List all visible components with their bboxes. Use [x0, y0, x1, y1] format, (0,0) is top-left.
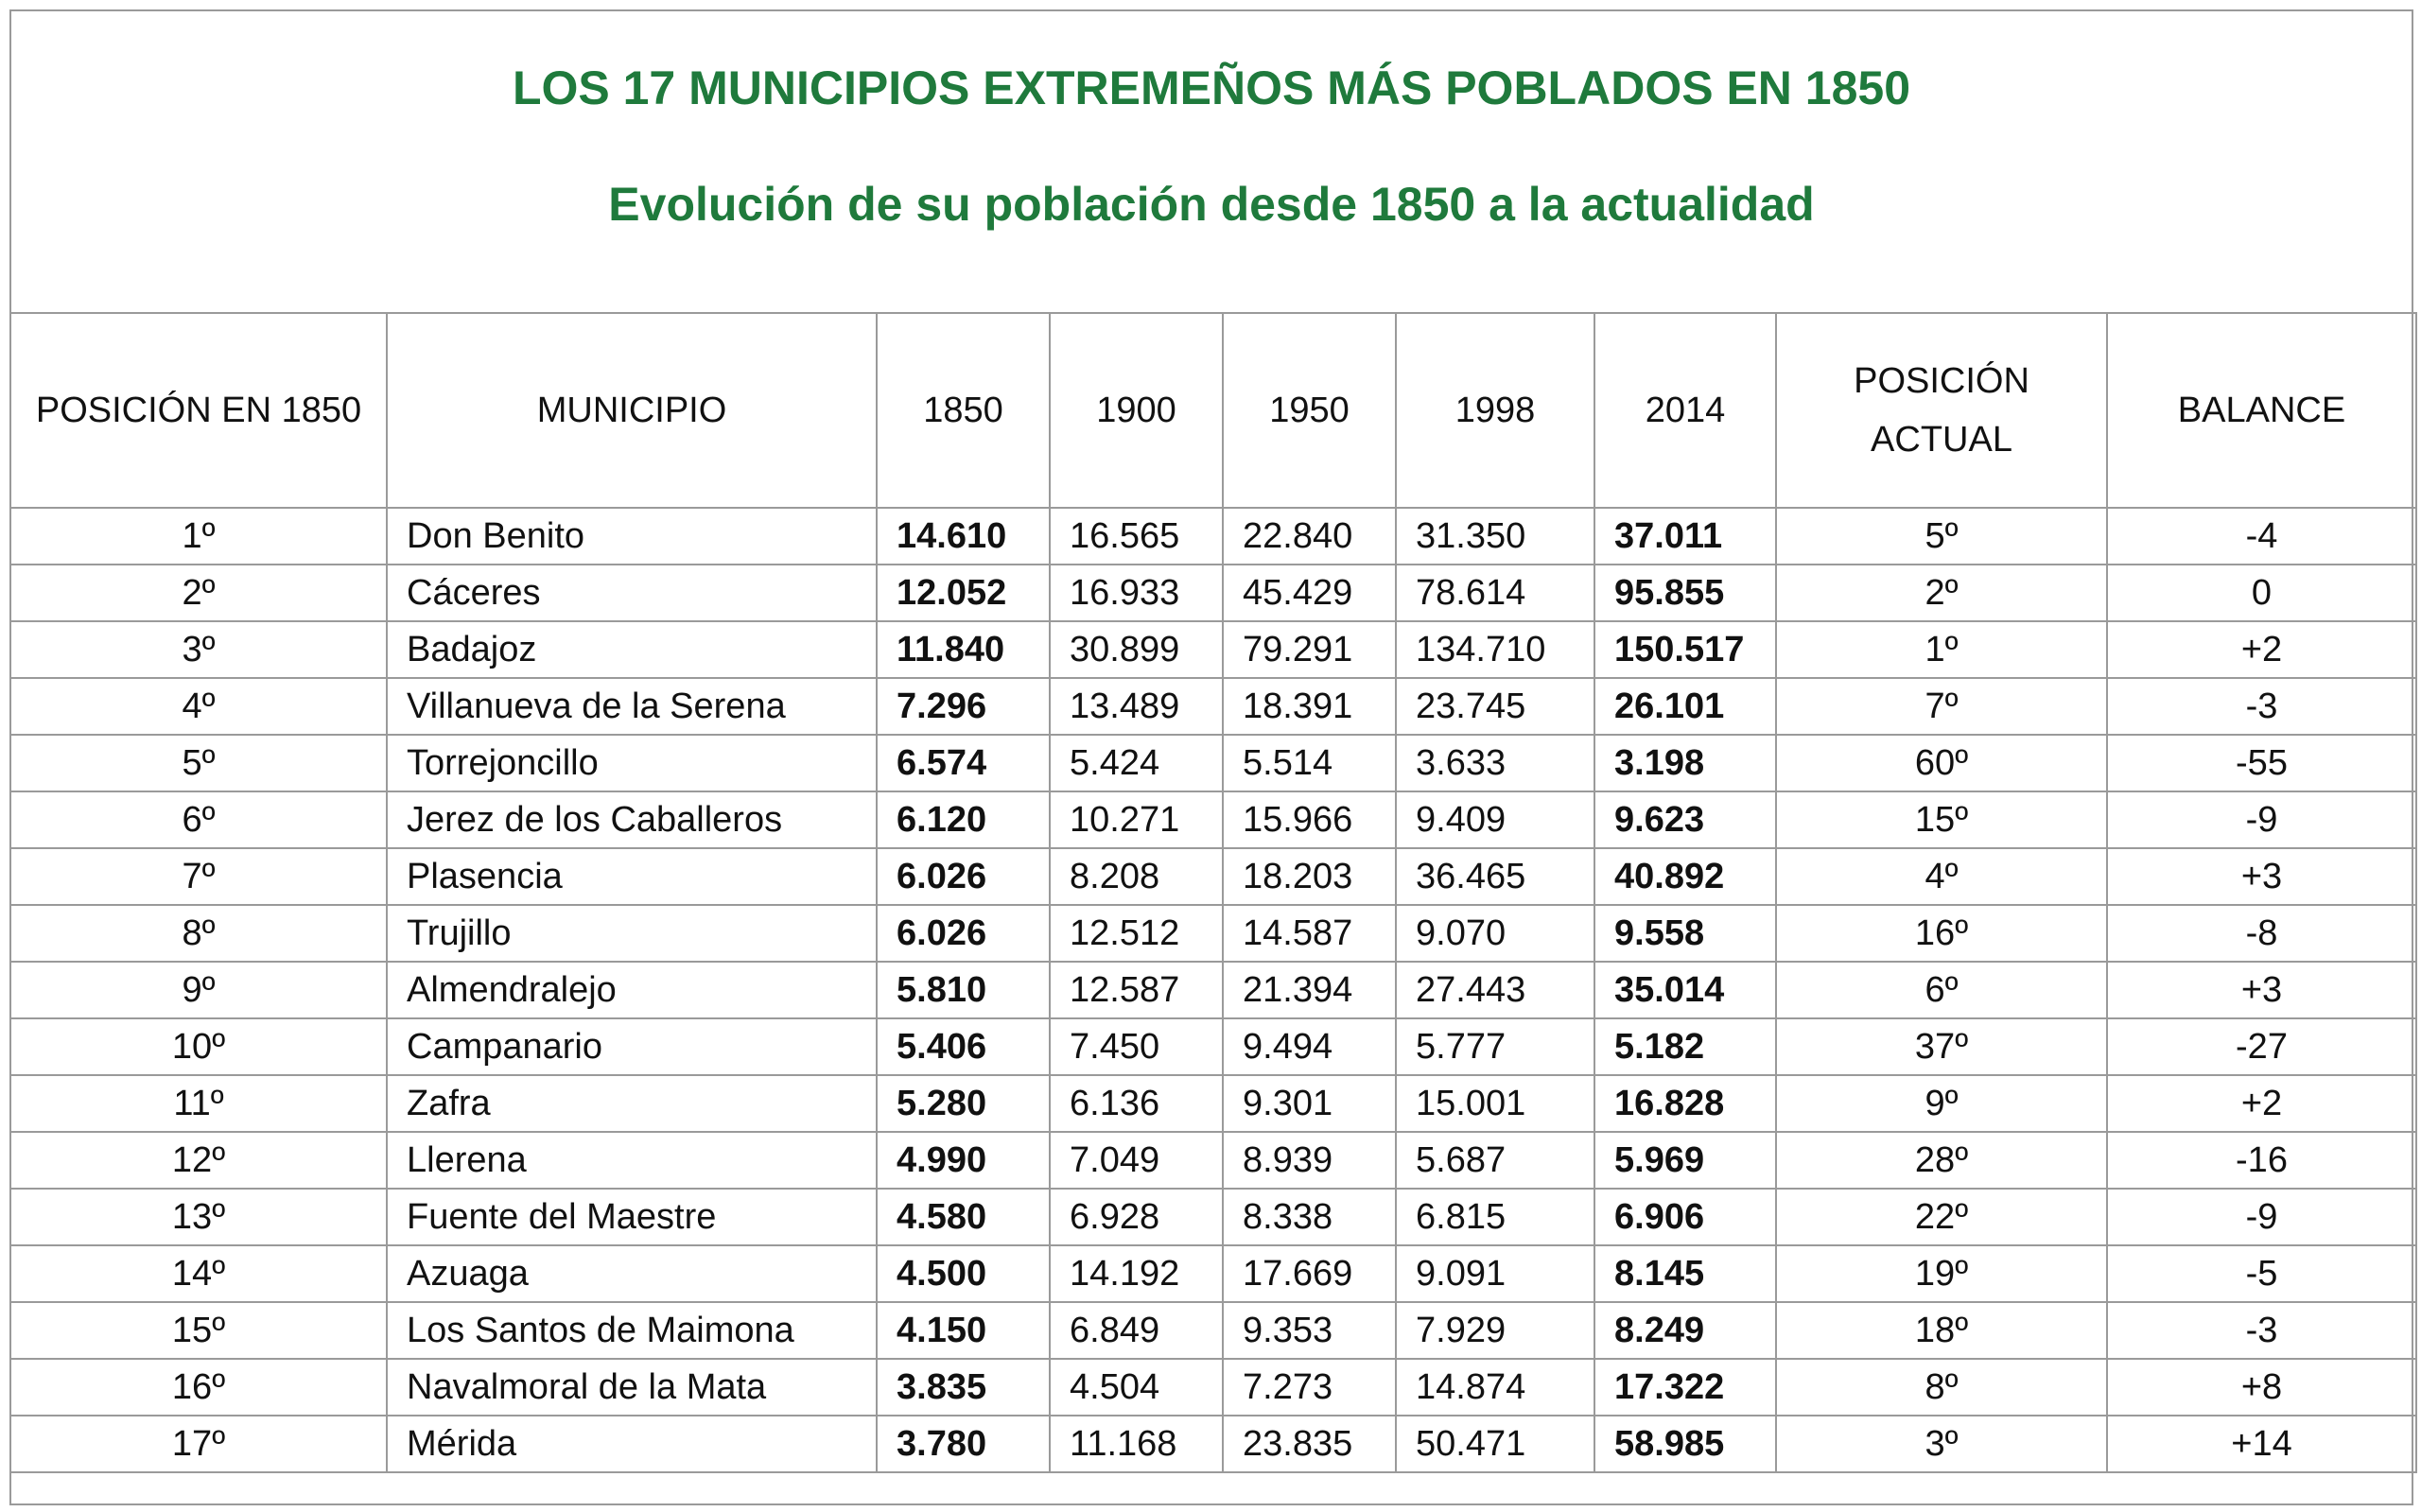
cell-municipio: Campanario — [387, 1018, 877, 1075]
cell-pop-1850: 6.120 — [877, 791, 1050, 848]
cell-position-current: 6º — [1776, 962, 2107, 1018]
cell-balance: +2 — [2107, 1075, 2416, 1132]
cell-balance: -8 — [2107, 905, 2416, 962]
cell-position-current: 16º — [1776, 905, 2107, 962]
page-subtitle: Evolución de su población desde 1850 a la actualidad — [608, 178, 1815, 231]
cell-pop-1950: 5.514 — [1223, 735, 1396, 791]
cell-pop-1850: 11.840 — [877, 621, 1050, 678]
page-title: LOS 17 MUNICIPIOS EXTREMEÑOS MÁS POBLADOS EN 1850 — [512, 61, 1911, 114]
table-row — [10, 1416, 2416, 1472]
cell-pop-1900: 30.899 — [1050, 621, 1223, 678]
table-row — [10, 735, 2416, 791]
cell-pop-1900: 7.049 — [1050, 1132, 1223, 1189]
cell-pop-1900: 4.504 — [1050, 1359, 1223, 1416]
cell-pop-2014: 9.558 — [1594, 905, 1776, 962]
cell-position-1850: 9º — [10, 962, 387, 1018]
cell-position-1850: 2º — [10, 565, 387, 621]
cell-pop-1850: 4.150 — [877, 1302, 1050, 1359]
cell-pop-1950: 22.840 — [1223, 508, 1396, 565]
cell-pop-1950: 45.429 — [1223, 565, 1396, 621]
header-balance: BALANCE — [2107, 313, 2416, 508]
cell-pop-1850: 5.810 — [877, 962, 1050, 1018]
cell-pop-1900: 16.933 — [1050, 565, 1223, 621]
cell-position-current: 3º — [1776, 1416, 2107, 1472]
cell-municipio: Villanueva de la Serena — [387, 678, 877, 735]
table-row — [10, 678, 2416, 735]
cell-municipio: Llerena — [387, 1132, 877, 1189]
cell-pop-2014: 35.014 — [1594, 962, 1776, 1018]
cell-position-current: 37º — [1776, 1018, 2107, 1075]
cell-pop-1900: 11.168 — [1050, 1416, 1223, 1472]
table-row — [10, 905, 2416, 962]
cell-position-1850: 5º — [10, 735, 387, 791]
table-row — [10, 791, 2416, 848]
cell-pop-1850: 4.580 — [877, 1189, 1050, 1245]
cell-municipio: Torrejoncillo — [387, 735, 877, 791]
cell-pop-2014: 5.969 — [1594, 1132, 1776, 1189]
cell-position-1850: 4º — [10, 678, 387, 735]
table-row — [10, 1245, 2416, 1302]
cell-position-current: 22º — [1776, 1189, 2107, 1245]
cell-pop-1900: 13.489 — [1050, 678, 1223, 735]
cell-position-1850: 13º — [10, 1189, 387, 1245]
cell-position-1850: 12º — [10, 1132, 387, 1189]
cell-position-1850: 16º — [10, 1359, 387, 1416]
cell-pop-2014: 16.828 — [1594, 1075, 1776, 1132]
cell-pop-1950: 79.291 — [1223, 621, 1396, 678]
cell-position-current: 15º — [1776, 791, 2107, 848]
cell-pop-1900: 14.192 — [1050, 1245, 1223, 1302]
cell-balance: -9 — [2107, 791, 2416, 848]
cell-pop-1950: 18.203 — [1223, 848, 1396, 905]
population-table — [9, 312, 2417, 1473]
cell-pop-1950: 18.391 — [1223, 678, 1396, 735]
cell-pop-1950: 14.587 — [1223, 905, 1396, 962]
cell-municipio: Cáceres — [387, 565, 877, 621]
cell-municipio: Trujillo — [387, 905, 877, 962]
cell-pop-1900: 12.512 — [1050, 905, 1223, 962]
cell-pop-1998: 15.001 — [1396, 1075, 1594, 1132]
header-position-current-line2: ACTUAL — [1871, 420, 2012, 460]
table-row — [10, 1359, 2416, 1416]
cell-pop-1950: 21.394 — [1223, 962, 1396, 1018]
cell-pop-1850: 6.026 — [877, 848, 1050, 905]
table-row — [10, 962, 2416, 1018]
header-2014: 2014 — [1594, 313, 1776, 508]
cell-balance: -5 — [2107, 1245, 2416, 1302]
header-1850: 1850 — [877, 313, 1050, 508]
cell-pop-1850: 6.574 — [877, 735, 1050, 791]
cell-pop-1950: 15.966 — [1223, 791, 1396, 848]
cell-pop-1950: 7.273 — [1223, 1359, 1396, 1416]
cell-pop-1998: 78.614 — [1396, 565, 1594, 621]
cell-pop-1998: 31.350 — [1396, 508, 1594, 565]
cell-position-1850: 6º — [10, 791, 387, 848]
cell-pop-1998: 9.070 — [1396, 905, 1594, 962]
cell-balance: +2 — [2107, 621, 2416, 678]
table-row — [10, 848, 2416, 905]
cell-pop-2014: 5.182 — [1594, 1018, 1776, 1075]
cell-position-1850: 15º — [10, 1302, 387, 1359]
cell-pop-1850: 4.500 — [877, 1245, 1050, 1302]
cell-position-1850: 11º — [10, 1075, 387, 1132]
cell-municipio: Badajoz — [387, 621, 877, 678]
cell-pop-2014: 6.906 — [1594, 1189, 1776, 1245]
cell-position-current: 5º — [1776, 508, 2107, 565]
cell-pop-1998: 134.710 — [1396, 621, 1594, 678]
cell-pop-1900: 6.928 — [1050, 1189, 1223, 1245]
cell-balance: +3 — [2107, 962, 2416, 1018]
cell-pop-1998: 5.777 — [1396, 1018, 1594, 1075]
cell-pop-1998: 9.091 — [1396, 1245, 1594, 1302]
cell-position-1850: 3º — [10, 621, 387, 678]
cell-municipio: Los Santos de Maimona — [387, 1302, 877, 1359]
cell-pop-1850: 5.406 — [877, 1018, 1050, 1075]
table-body — [10, 508, 2416, 1472]
table-row — [10, 1018, 2416, 1075]
cell-municipio: Jerez de los Caballeros — [387, 791, 877, 848]
cell-pop-1850: 3.780 — [877, 1416, 1050, 1472]
cell-position-1850: 7º — [10, 848, 387, 905]
cell-pop-2014: 150.517 — [1594, 621, 1776, 678]
cell-position-1850: 17º — [10, 1416, 387, 1472]
cell-pop-1900: 8.208 — [1050, 848, 1223, 905]
cell-municipio: Fuente del Maestre — [387, 1189, 877, 1245]
cell-pop-1850: 6.026 — [877, 905, 1050, 962]
cell-municipio: Plasencia — [387, 848, 877, 905]
cell-municipio: Almendralejo — [387, 962, 877, 1018]
cell-pop-1998: 27.443 — [1396, 962, 1594, 1018]
cell-position-current: 60º — [1776, 735, 2107, 791]
cell-pop-1900: 16.565 — [1050, 508, 1223, 565]
cell-pop-1950: 8.338 — [1223, 1189, 1396, 1245]
table-row — [10, 508, 2416, 565]
cell-municipio: Mérida — [387, 1416, 877, 1472]
cell-balance: -3 — [2107, 1302, 2416, 1359]
cell-pop-2014: 9.623 — [1594, 791, 1776, 848]
header-1950: 1950 — [1223, 313, 1396, 508]
cell-position-current: 9º — [1776, 1075, 2107, 1132]
cell-balance: +14 — [2107, 1416, 2416, 1472]
cell-municipio: Don Benito — [387, 508, 877, 565]
cell-balance: +3 — [2107, 848, 2416, 905]
cell-position-current: 7º — [1776, 678, 2107, 735]
cell-pop-1998: 5.687 — [1396, 1132, 1594, 1189]
table-row — [10, 1075, 2416, 1132]
table-row — [10, 1132, 2416, 1189]
cell-pop-1850: 14.610 — [877, 508, 1050, 565]
title-box — [11, 11, 2412, 312]
cell-position-1850: 14º — [10, 1245, 387, 1302]
cell-position-current: 28º — [1776, 1132, 2107, 1189]
cell-balance: -16 — [2107, 1132, 2416, 1189]
cell-pop-1998: 50.471 — [1396, 1416, 1594, 1472]
cell-pop-1850: 5.280 — [877, 1075, 1050, 1132]
cell-pop-1900: 6.136 — [1050, 1075, 1223, 1132]
cell-position-1850: 10º — [10, 1018, 387, 1075]
cell-pop-2014: 58.985 — [1594, 1416, 1776, 1472]
cell-pop-2014: 26.101 — [1594, 678, 1776, 735]
cell-pop-1900: 10.271 — [1050, 791, 1223, 848]
cell-pop-1998: 23.745 — [1396, 678, 1594, 735]
cell-position-current: 19º — [1776, 1245, 2107, 1302]
cell-position-current: 4º — [1776, 848, 2107, 905]
cell-pop-2014: 3.198 — [1594, 735, 1776, 791]
cell-pop-2014: 37.011 — [1594, 508, 1776, 565]
cell-pop-1998: 9.409 — [1396, 791, 1594, 848]
cell-pop-1900: 6.849 — [1050, 1302, 1223, 1359]
table-row — [10, 565, 2416, 621]
cell-balance: -9 — [2107, 1189, 2416, 1245]
cell-pop-2014: 8.249 — [1594, 1302, 1776, 1359]
cell-balance: -27 — [2107, 1018, 2416, 1075]
cell-pop-2014: 40.892 — [1594, 848, 1776, 905]
cell-balance: -3 — [2107, 678, 2416, 735]
cell-pop-1950: 8.939 — [1223, 1132, 1396, 1189]
cell-pop-1950: 9.301 — [1223, 1075, 1396, 1132]
table-row — [10, 1189, 2416, 1245]
cell-pop-1998: 14.874 — [1396, 1359, 1594, 1416]
cell-pop-1998: 36.465 — [1396, 848, 1594, 905]
cell-balance: -55 — [2107, 735, 2416, 791]
document-frame — [9, 9, 2413, 1505]
cell-pop-1850: 7.296 — [877, 678, 1050, 735]
header-position-current-line1: POSICIÓN — [1854, 361, 2029, 401]
cell-pop-1998: 3.633 — [1396, 735, 1594, 791]
cell-position-current: 2º — [1776, 565, 2107, 621]
cell-pop-1998: 6.815 — [1396, 1189, 1594, 1245]
cell-position-current: 8º — [1776, 1359, 2107, 1416]
header-position-1850: POSICIÓN EN 1850 — [10, 313, 387, 508]
cell-pop-1900: 12.587 — [1050, 962, 1223, 1018]
header-municipio: MUNICIPIO — [387, 313, 877, 508]
cell-pop-2014: 8.145 — [1594, 1245, 1776, 1302]
cell-balance: 0 — [2107, 565, 2416, 621]
cell-pop-1850: 12.052 — [877, 565, 1050, 621]
cell-pop-1998: 7.929 — [1396, 1302, 1594, 1359]
table-row — [10, 621, 2416, 678]
cell-pop-1950: 17.669 — [1223, 1245, 1396, 1302]
cell-pop-1900: 7.450 — [1050, 1018, 1223, 1075]
table-row — [10, 1302, 2416, 1359]
cell-pop-1900: 5.424 — [1050, 735, 1223, 791]
cell-pop-2014: 95.855 — [1594, 565, 1776, 621]
cell-pop-1950: 9.353 — [1223, 1302, 1396, 1359]
cell-position-1850: 1º — [10, 508, 387, 565]
header-1900: 1900 — [1050, 313, 1223, 508]
cell-pop-1850: 4.990 — [877, 1132, 1050, 1189]
cell-position-current: 1º — [1776, 621, 2107, 678]
cell-balance: +8 — [2107, 1359, 2416, 1416]
cell-pop-1950: 23.835 — [1223, 1416, 1396, 1472]
cell-position-1850: 8º — [10, 905, 387, 962]
cell-position-current: 18º — [1776, 1302, 2107, 1359]
cell-municipio: Azuaga — [387, 1245, 877, 1302]
cell-pop-2014: 17.322 — [1594, 1359, 1776, 1416]
header-1998: 1998 — [1396, 313, 1594, 508]
cell-balance: -4 — [2107, 508, 2416, 565]
header-row — [10, 313, 2416, 508]
cell-municipio: Zafra — [387, 1075, 877, 1132]
cell-municipio: Navalmoral de la Mata — [387, 1359, 877, 1416]
cell-pop-1850: 3.835 — [877, 1359, 1050, 1416]
header-position-current — [1776, 313, 2107, 508]
cell-pop-1950: 9.494 — [1223, 1018, 1396, 1075]
